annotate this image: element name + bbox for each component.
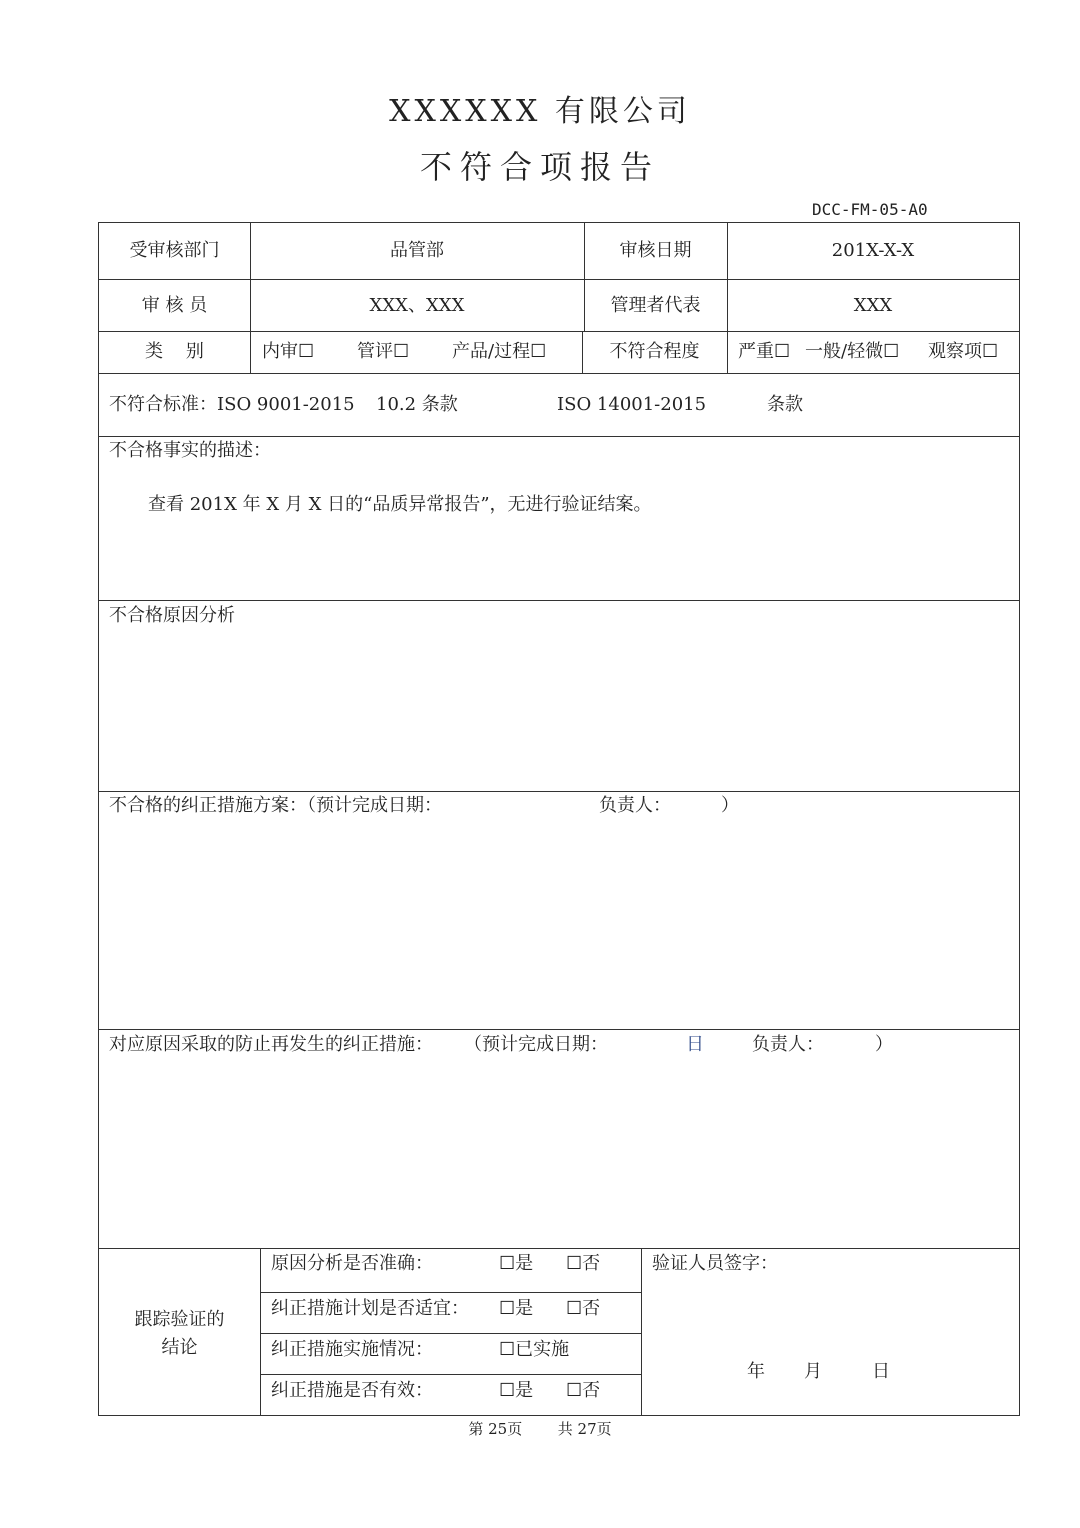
tracking-label-line1: 跟踪验证的 (134, 1309, 225, 1330)
preventive-owner-label: 负责人： (752, 1034, 824, 1055)
correction-plan-label: 不合格的纠正措施方案：（预计完成日期： (109, 795, 442, 816)
auditor-value: XXX、XXX (369, 295, 465, 316)
preventive-close-paren: ） (875, 1034, 893, 1055)
preventive-action-label: 对应原因采取的防止再发生的纠正措施： (109, 1034, 433, 1055)
correction-close-paren: ） (721, 795, 739, 816)
mgmt-rep-value: XXX (853, 295, 893, 316)
doc-code: DCC-FM-05-A0 (812, 200, 928, 219)
tracking-question: 纠正措施实施情况： (271, 1339, 433, 1360)
sign-month: 月 (804, 1361, 822, 1382)
row-divider (99, 1248, 1019, 1249)
standard-clause-2: 条款 (767, 394, 803, 415)
page-number: 第 25页 (468, 1420, 523, 1438)
tracking-implemented-checkbox[interactable]: ☐已实施 (499, 1339, 570, 1360)
facts-label: 不合格事实的描述： (109, 440, 271, 461)
sign-year: 年 (747, 1361, 765, 1382)
auditor-label: 审 核 员 (141, 295, 208, 316)
row-divider (99, 373, 1019, 374)
tracking-question: 纠正措施是否有效： (271, 1380, 433, 1401)
tracking-row-divider (261, 1374, 641, 1375)
tracking-question: 纠正措施计划是否适宜： (271, 1298, 469, 1319)
preventive-day: 日 (686, 1034, 704, 1055)
col-divider (641, 1248, 642, 1416)
tracking-row-divider (261, 1333, 641, 1334)
dept-label: 受审核部门 (129, 240, 220, 261)
tracking-question: 原因分析是否准确： (271, 1253, 433, 1274)
category-internal-audit-checkbox[interactable]: 内审☐ (262, 341, 315, 362)
degree-serious-checkbox[interactable]: 严重☐ (738, 341, 791, 362)
category-mgmt-review-checkbox[interactable]: 管评☐ (357, 341, 410, 362)
standard-label: 不符合标准：ISO 9001-2015 (109, 394, 355, 415)
audit-date-value: 201X-X-X (831, 240, 915, 261)
tracking-no-checkbox[interactable]: ☐否 (566, 1253, 601, 1274)
category-product-process-checkbox[interactable]: 产品/过程☐ (452, 341, 547, 362)
tracking-no-checkbox[interactable]: ☐否 (566, 1380, 601, 1401)
tracking-no-checkbox[interactable]: ☐否 (566, 1298, 601, 1319)
preventive-date-label: （预计完成日期： (464, 1034, 608, 1055)
page-total: 共 27页 (557, 1420, 612, 1438)
report-title: 不符合项报告 (419, 148, 660, 186)
standard-clause-1: 10.2 条款 (376, 394, 458, 415)
page-footer (0, 1418, 1080, 1439)
company-name: XXXXXX 有限公司 (389, 94, 691, 129)
standard-iso14001: ISO 14001-2015 (557, 394, 707, 415)
tracking-yes-checkbox[interactable]: ☐是 (499, 1253, 534, 1274)
row-divider (99, 279, 1019, 280)
degree-label: 不符合程度 (609, 341, 700, 362)
col-divider (260, 1248, 261, 1416)
report-form (98, 222, 1020, 1416)
row-divider (99, 791, 1019, 792)
tracking-row-divider (261, 1292, 641, 1293)
dept-value: 品管部 (390, 240, 444, 261)
category-label: 类 别 (145, 341, 204, 362)
row-divider (99, 600, 1019, 601)
row-divider (99, 1029, 1019, 1030)
audit-date-label: 审核日期 (619, 240, 692, 261)
verifier-signature-label: 验证人员签字： (652, 1253, 778, 1274)
row-divider (99, 436, 1019, 437)
tracking-label-line2: 结论 (161, 1337, 198, 1358)
cause-analysis-label: 不合格原因分析 (109, 605, 235, 626)
tracking-yes-checkbox[interactable]: ☐是 (499, 1380, 534, 1401)
correction-owner-label: 负责人： (599, 795, 671, 816)
degree-minor-checkbox[interactable]: 一般/轻微☐ (805, 341, 900, 362)
degree-observation-checkbox[interactable]: 观察项☐ (928, 341, 999, 362)
sign-day: 日 (872, 1361, 890, 1382)
row-divider (99, 331, 1019, 332)
tracking-yes-checkbox[interactable]: ☐是 (499, 1298, 534, 1319)
mgmt-rep-label: 管理者代表 (610, 295, 701, 316)
facts-content: 查看 201X 年 X 月 X 日的“品质异常报告”，无进行验证结案。 (148, 494, 652, 515)
